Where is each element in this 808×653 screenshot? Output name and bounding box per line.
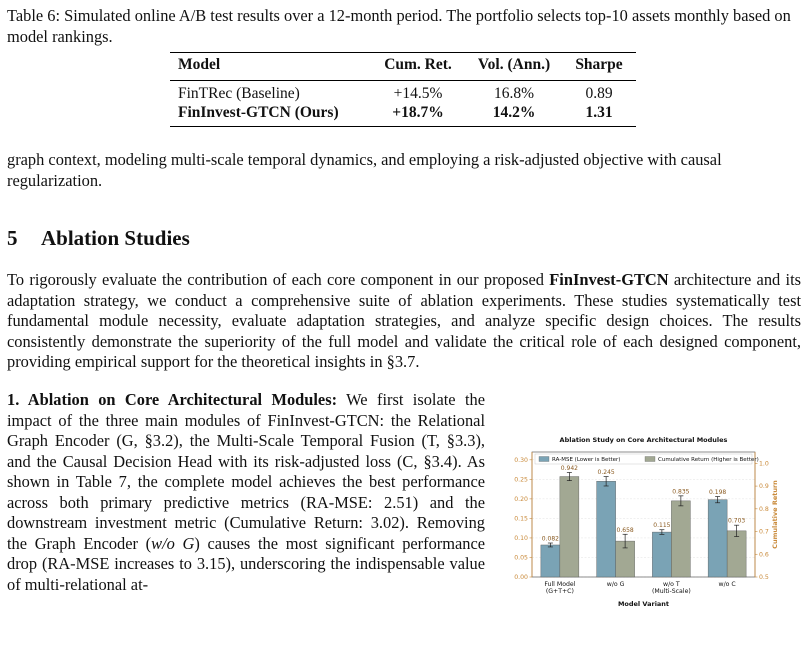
table-mid-rule [170,80,636,81]
x-tick-label: (G+T+C) [545,588,574,595]
table-bottom-rule [170,126,636,127]
table-cell: +18.7% [392,104,444,121]
ablation-text-1: We first isolate the impact of the three main modules of FinInvest-GTCN: the Relational Graph Encoder (G, §3.2), the Multi-Scale Temporal Fusion (T, §3.3), and the Causal Decision Head with its risk-adjusted loss (C, §3.4). As shown in Table 7, the complete model achieves the best performance across both primary predictive metrics (RA-MSE: 2.51) and the downstream investment metric (Cumulative Return: 3.02). Removing the Graph Encoder ( [7,390,485,553]
table-caption [7,6,801,47]
table-cell: FinTRec (Baseline) [178,85,300,102]
data-label: 0.703 [728,517,746,525]
x-tick-label: w/o C [718,581,736,588]
x-tick-label: Full Model [544,581,576,588]
section-heading [7,226,190,251]
intro-text-before: To rigorously evaluate the contribution of each core component in our proposed [7,270,550,289]
y2-tick-label: 0.5 [759,574,769,581]
continuation-paragraph: graph context, modeling multi-scale temporal dynamics, and employing a risk-adjusted objective with causal regularization. [7,150,722,190]
caption-text: Simulated online A/B test results over a 12-month period. The portfolio selects top-10 assets monthly based on model rankings. [7,6,791,46]
table-header-cell: Cum. Ret. [384,56,452,73]
y2-tick-label: 0.6 [759,551,769,559]
data-label: 0.942 [560,464,578,472]
ablation-heading: 1. Ablation on Core Architectural Modules: [7,390,338,409]
data-label: 0.115 [653,522,671,530]
data-label: 0.835 [672,488,690,496]
table-row [170,104,636,124]
legend-swatch [539,457,549,462]
y-tick-label: 0.30 [514,456,528,464]
y2-tick-label: 0.9 [759,483,769,491]
bar [727,531,746,577]
data-label: 0.658 [616,526,634,534]
x-tick-label: (Multi-Scale) [651,588,691,595]
bar [671,501,690,577]
ablation-chart [490,430,790,640]
section-title: Ablation Studies [41,226,190,250]
table-header-row [170,56,636,76]
ablation-paragraph [7,390,485,595]
table-cell: +14.5% [393,85,443,102]
ablation-text-2: ) causes the most significant performance drop (RA-MSE increases to 3.15), underscoring the indispensable value of multi-relational at- [7,533,486,594]
table-top-rule [170,52,636,53]
y-tick-label: 0.20 [514,495,528,503]
data-label: 0.198 [709,489,727,497]
data-label: 0.082 [541,535,559,543]
bar [708,500,727,577]
y-tick-label: 0.00 [514,574,528,581]
section-number: 5 [7,226,18,250]
x-axis-label: Model Variant [617,600,670,608]
y2-axis-label: Cumulative Return [771,480,779,549]
y2-tick-label: 1.0 [759,460,769,468]
table-cell: 14.2% [492,104,536,121]
table-cell: 1.31 [585,104,613,121]
y2-tick-label: 0.7 [759,528,769,536]
chart-title: Ablation Study on Core Architectural Modules [559,436,728,444]
bar [560,477,579,577]
intro-text-after: architecture and its adaptation strategy, we conduct a comprehensive suite of ablation experiments. These studies systematically test fundamental module necessity, evaluate adaptation strategies, and analyze specific design choices. The results consistently demonstrate the superiority of the full model and validate the critical role of each designed component, providing empirical support for the theoretical insights in §3.7. [7,270,801,371]
caption-label: Table 6: [7,6,61,25]
legend-swatch [645,457,655,462]
table-header-cell: Vol. (Ann.) [477,56,551,73]
y2-tick-label: 0.8 [759,505,769,513]
legend-label: Cumulative Return (Higher is Better) [658,457,759,464]
bar [541,545,560,577]
table-header-cell: Sharpe [575,56,623,73]
y-tick-label: 0.25 [514,476,528,484]
ablation-italic: w/o G [151,533,195,553]
table-header-cell: Model [178,56,221,73]
x-tick-label: w/o T [663,581,680,588]
bar [597,481,616,577]
table-row [170,85,636,105]
data-label: 0.245 [597,469,615,477]
table-cell: 0.89 [585,85,613,102]
model-name-bold: FinInvest-GTCN [549,270,669,289]
ablation-chart-svg [490,430,790,640]
table-cell: FinInvest-GTCN (Ours) [178,104,339,121]
legend-label: RA-MSE (Lower is Better) [552,457,621,464]
y-tick-label: 0.15 [514,515,528,523]
bar [652,532,671,577]
table-cell: 16.8% [493,85,535,102]
y-tick-label: 0.10 [514,534,528,542]
intro-paragraph [7,270,801,373]
y-tick-label: 0.05 [514,554,528,562]
x-tick-label: w/o G [606,581,625,588]
